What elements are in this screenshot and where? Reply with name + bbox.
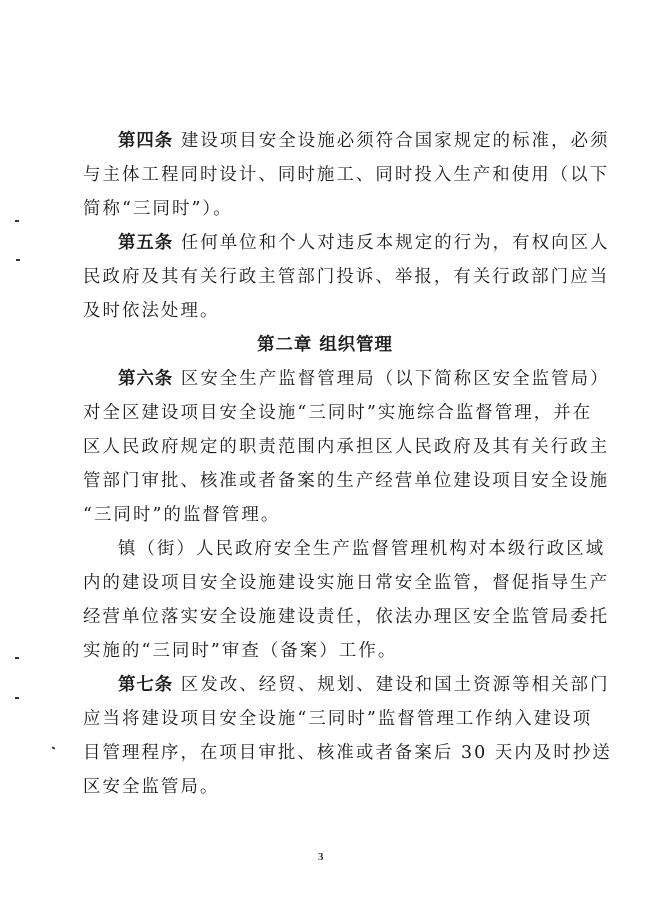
article-6-para-2-line-3: 经营单位落实安全设施建设责任，依法办理区安全监管局委托	[83, 607, 610, 627]
article-5-line-3: 及时依法处理。	[83, 301, 220, 321]
article-7-heading: 第七条	[118, 675, 174, 695]
article-7-line-2: 应当将建设项目安全设施“三同时”监督管理工作纳入建设项	[83, 709, 593, 729]
article-7-line-1: 第七条 区发改、经贸、规划、建设和国土资源等相关部门	[118, 675, 610, 695]
article-6-line-2: 对全区建设项目安全设施“三同时”实施综合监督管理，并在	[83, 403, 593, 423]
scan-margin-mark	[15, 657, 19, 659]
article-4-line-2: 与主体工程同时设计、同时施工、同时投入生产和使用（以下	[83, 165, 610, 185]
scan-margin-mark	[52, 746, 56, 749]
article-6-line-1: 第六条 区安全生产监督管理局（以下简称区安全监管局）	[118, 369, 610, 389]
article-6-line-4: 管部门审批、核准或者备案的生产经营单位建设项目安全设施	[83, 471, 610, 491]
article-6-heading: 第六条	[118, 369, 174, 389]
article-4-line-3: 简称“三同时”）。	[83, 199, 233, 219]
article-4-heading: 第四条	[118, 131, 174, 151]
article-5-line-2: 民政府及其有关行政主管部门投诉、举报，有关行政部门应当	[83, 267, 610, 287]
scan-margin-mark	[15, 697, 19, 699]
article-6-para-2-line-2: 内的建设项目安全设施建设实施日常安全监管，督促指导生产	[83, 573, 610, 593]
article-7-line-3: 目管理程序，在项目审批、核准或者备案后 30 天内及时抄送	[83, 743, 612, 763]
article-7-line-4: 区安全监管局。	[83, 777, 220, 797]
article-5-heading: 第五条	[118, 233, 174, 253]
chapter-title: 第二章 组织管理	[257, 335, 393, 355]
article-6-para-2-line-4: 实施的“三同时”审查（备案）工作。	[83, 641, 398, 661]
article-6-para-2-line-1: 镇（街）人民政府安全生产监督管理机构对本级行政区域	[118, 539, 606, 559]
page-number: 3	[318, 851, 324, 863]
article-4-line-1: 第四条 建设项目安全设施必须符合国家规定的标准，必须	[118, 131, 610, 151]
article-6-line-5: “三同时”的监督管理。	[83, 505, 281, 525]
scan-margin-mark	[15, 220, 19, 222]
article-6-line-3: 区人民政府规定的职责范围内承担区人民政府及其有关行政主	[83, 437, 610, 457]
article-5-line-1: 第五条 任何单位和个人对违反本规定的行为，有权向区人	[118, 233, 610, 253]
scan-margin-mark	[16, 259, 20, 261]
